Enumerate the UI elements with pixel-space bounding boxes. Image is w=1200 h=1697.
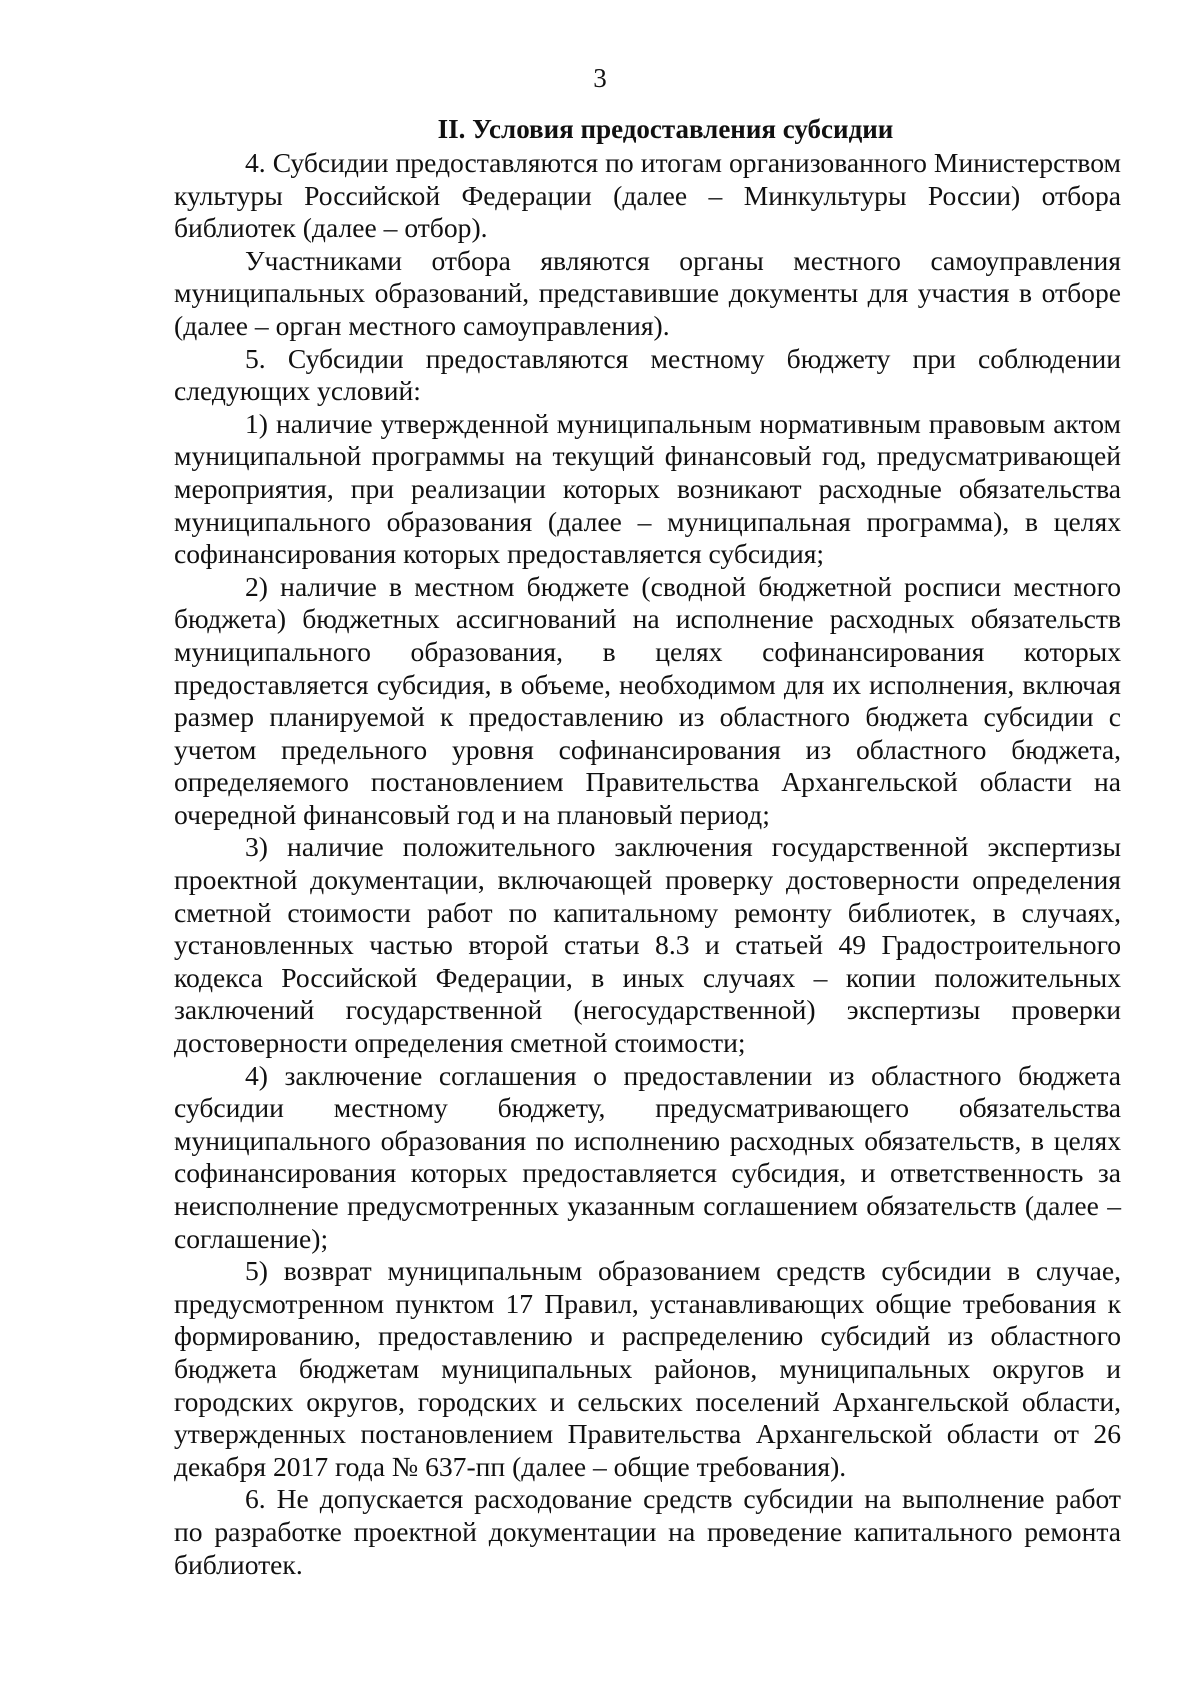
paragraph-condition-4: 4) заключение соглашения о предоставлении из областного бюджета субсидии местному бюджету, предусматривающего обязательства муниципального образования по исполнению расходных обязательств, в целях софинансирования которых предоставляется субсидия, и ответственность за неисполнение предусмотренных указанным соглашением обязательств (далее – соглашение); (174, 1059, 1121, 1254)
document-body (174, 113, 1121, 1581)
paragraph-condition-2: 2) наличие в местном бюджете (сводной бюджетной росписи местного бюджета) бюджетных ассигнований на исполнение расходных обязательств муниципального образования, в целях софинансирования которых предоставляется субсидия, в объеме, необходимом для их исполнения, включая размер планируемой к предоставлению из областного бюджета субсидии с учетом предельного уровня софинансирования из областного бюджета, определяемого постановлением Правительства Архангельской области на очередной финансовый год и на плановый период; (174, 570, 1121, 830)
section-title: II. Условия предоставления субсидии (437, 114, 894, 144)
paragraph-item-5: 5. Субсидии предоставляются местному бюджету при соблюдении следующих условий: (174, 342, 1121, 407)
paragraph-condition-5: 5) возврат муниципальным образованием средств субсидии в случае, предусмотренном пунктом 17 Правил, устанавливающих общие требования к формированию, предоставлению и распределению субсидий из областного бюджета бюджетам муниципальных районов, муниципальных округов и городских округов, городских и сельских поселений Архангельской области, утвержденных постановлением Правительства Архангельской области от 26 декабря 2017 года № 637-пп (далее – общие требования). (174, 1255, 1121, 1482)
paragraph-condition-3: 3) наличие положительного заключения государственной экспертизы проектной документации, включающей проверку достоверности определения сметной стоимости работ по капитальному ремонту библиотек, в случаях, установленных частью второй статьи 8.3 и статьей 49 Градостроительного кодекса Российской Федерации, в иных случаях – копии положительных заключений государственной (негосударственной) экспертизы проверки достоверности определения сметной стоимости; (174, 831, 1121, 1059)
paragraph-item-6: 6. Не допускается расходование средств субсидии на выполнение работ по разработке проектной документации на проведение капитального ремонта библиотек. (174, 1483, 1121, 1580)
paragraph-condition-1: 1) наличие утвержденной муниципальным нормативным правовым актом муниципальной программы на текущий финансовый год, предусматривающей мероприятия, при реализации которых возникают расходные обязательства муниципального образования (далее – муниципальная программа), в целях софинансирования которых предоставляется субсидия; (174, 407, 1121, 570)
paragraph-item-4: 4. Субсидии предоставляются по итогам организованного Министерством культуры Российской Федерации (далее – Минкультуры России) отбора библиотек (далее – отбор). (174, 147, 1121, 244)
page-number: 3 (593, 63, 607, 93)
paragraph-participants: Участниками отбора являются органы местного самоуправления муниципальных образований, представившие документы для участия в отборе (далее – орган местного самоуправления). (174, 244, 1121, 341)
